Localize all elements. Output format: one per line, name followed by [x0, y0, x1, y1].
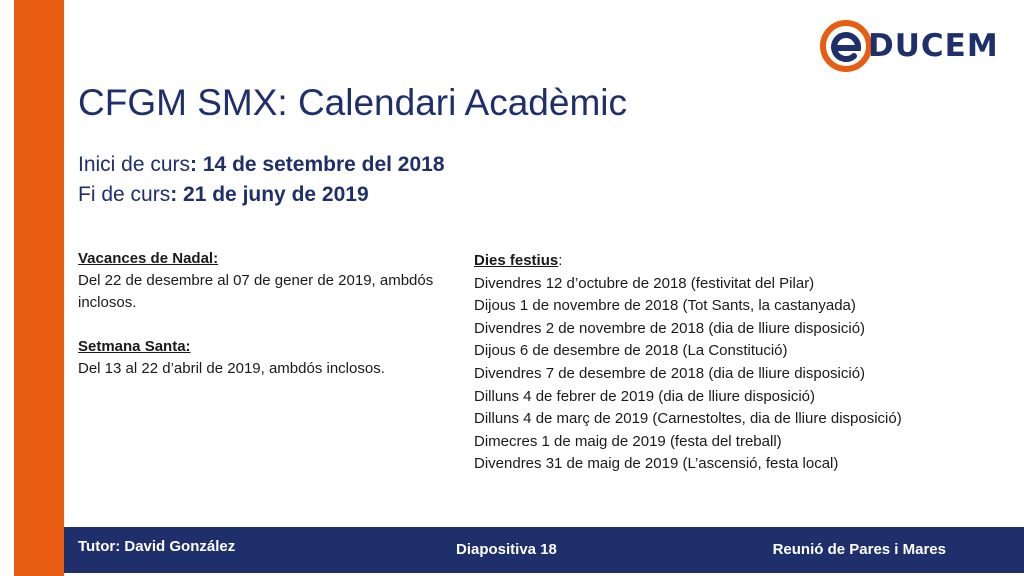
santa-text: Del 13 al 22 d’abril de 2019, ambdós inclosos. [78, 360, 385, 377]
educem-e-icon [818, 18, 874, 74]
festius-heading-line [474, 250, 994, 273]
educem-logo [818, 16, 1008, 76]
festiu-item: Dilluns 4 de març de 2019 (Carnestoltes, dia de lliure disposició) [474, 410, 902, 428]
festiu-item: Dilluns 4 de febrer de 2019 (dia de lliure disposició) [474, 387, 816, 405]
course-end-value: : 21 de juny de 2019 [170, 183, 369, 206]
logo-text: DUCEM [868, 28, 999, 64]
nadal-text: Del 22 de desembre al 07 de gener de 2019, ambdós inclosos. [78, 272, 434, 311]
course-start-value: : 14 de setembre del 2018 [190, 153, 445, 176]
festiu-item: Divendres 31 de maig de 2019 (L’ascensió, festa local) [474, 455, 839, 473]
course-end [78, 180, 445, 210]
festiu-item: Dijous 1 de novembre de 2018 (Tot Sants, la castanyada) [474, 297, 856, 315]
festiu-item: Dijous 6 de desembre de 2018 (La Constitució) [474, 342, 788, 360]
nadal-heading: Vacances de Nadal: [78, 250, 219, 267]
footer-meeting: Reunió de Pares i Mares [772, 541, 946, 558]
festiu-item: Divendres 12 d’octubre de 2018 (festivitat del Pilar) [474, 274, 815, 292]
course-dates [78, 150, 445, 210]
festius-column [474, 250, 994, 476]
footer-tutor: Tutor: David González [78, 538, 236, 555]
festiu-item: Dimecres 1 de maig de 2019 (festa del treball) [474, 432, 782, 450]
festiu-item: Divendres 7 de desembre de 2018 (dia de lliure disposició) [474, 364, 866, 382]
festius-heading: Dies festius [474, 252, 559, 269]
course-end-label: Fi de curs [78, 183, 171, 206]
holidays-column [78, 248, 458, 380]
festius-heading-suffix: : [558, 252, 563, 269]
accent-bar [14, 0, 64, 576]
footer-slide-number: Diapositiva 18 [456, 541, 557, 558]
page-title: CFGM SMX: Calendari Acadèmic [78, 82, 628, 123]
santa-heading: Setmana Santa: [78, 338, 191, 355]
footer-bar [64, 527, 1024, 573]
festiu-item: Divendres 2 de novembre de 2018 (dia de lliure disposició) [474, 319, 866, 337]
course-start-label: Inici de curs [78, 153, 191, 176]
course-start [78, 150, 445, 180]
